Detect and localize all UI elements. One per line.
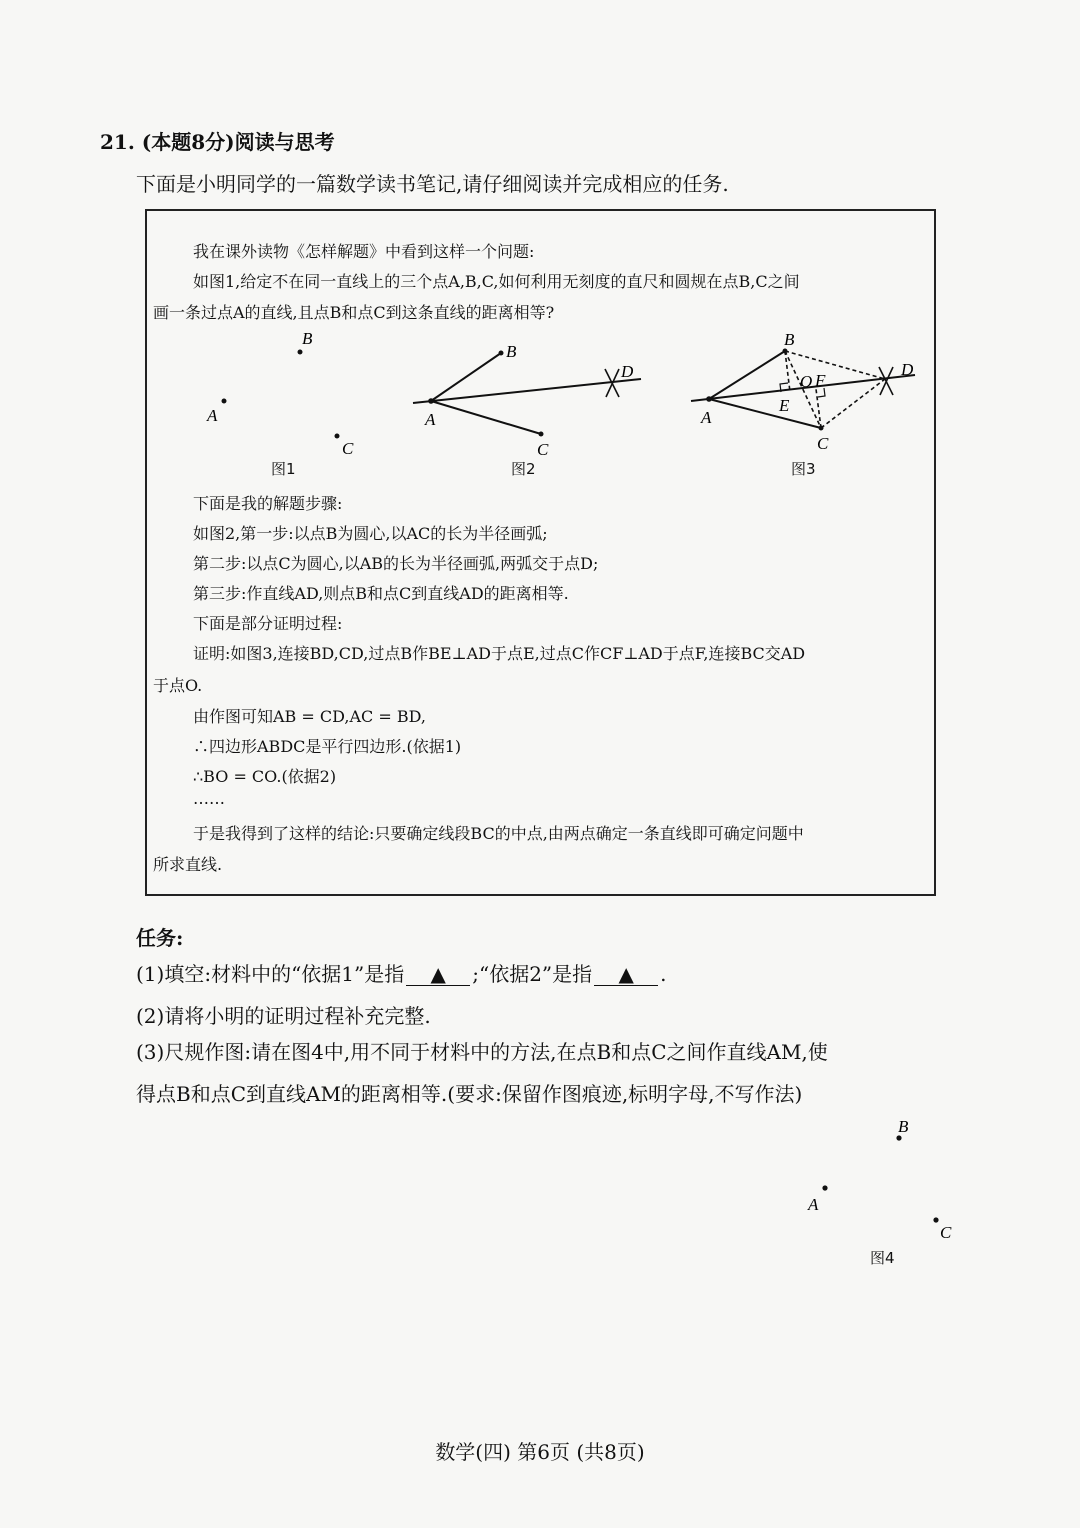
fig1-point-b: [298, 350, 303, 355]
fig1-label-a: A: [207, 406, 218, 425]
figure-3: [689, 329, 929, 454]
fig1-point-a: [222, 399, 227, 404]
proof-line3: ∴四边形ABDC是平行四边形.(依据1): [193, 737, 462, 756]
fig4-label-b: B: [898, 1117, 909, 1136]
proof-line1b: 于点O.: [153, 676, 203, 695]
tasks-heading: 任务:: [136, 926, 184, 950]
fig3-label-e: E: [779, 396, 790, 415]
page-footer: 数学(四) 第6页 (共8页): [435, 1440, 645, 1464]
fig1-label-b: B: [302, 329, 313, 348]
reading-note-box: [145, 209, 936, 896]
steps-intro: 下面是我的解题步骤:: [193, 494, 343, 513]
fig2-label-b: B: [506, 342, 517, 361]
task-1-prefix: (1)填空:材料中的“依据1”是指: [136, 962, 405, 986]
task-1: [136, 958, 667, 987]
fig4-point-b: [896, 1135, 901, 1140]
question-intro: 下面是小明同学的一篇数学读书笔记,请仔细阅读并完成相应的任务.: [136, 172, 729, 196]
fig3-point-a: [706, 396, 712, 402]
conclusion-line1: 于是我得到了这样的结论:只要确定线段BC的中点,由两点确定一条直线即可确定问题中: [193, 824, 804, 843]
fig2-point-c: [539, 432, 544, 437]
figure-1: [197, 329, 367, 474]
fig1-caption: 图1: [271, 460, 296, 478]
fig3-caption: 图3: [791, 460, 816, 478]
conclusion-line2: 所求直线.: [153, 855, 223, 874]
fig4-label-a: A: [808, 1195, 819, 1214]
proof-line2: 由作图可知AB = CD,AC = BD,: [193, 707, 426, 726]
step-1: 如图2,第一步:以点B为圆心,以AC的长为半径画弧;: [193, 524, 548, 543]
fig2-label-c: C: [537, 440, 549, 459]
task-2: (2)请将小明的证明过程补充完整.: [136, 1004, 431, 1028]
fig3-label-o: O: [800, 372, 813, 391]
fig3-label-d: D: [901, 360, 914, 379]
proof-line4: ∴BO = CO.(依据2): [193, 767, 337, 786]
step-3: 第三步:作直线AD,则点B和点C到直线AD的距离相等.: [193, 584, 569, 603]
answer-blank-2[interactable]: ▲: [594, 963, 658, 986]
fig2-caption: 图2: [511, 460, 536, 478]
answer-blank-1[interactable]: ▲: [406, 963, 470, 986]
task-3-line1: (3)尺规作图:请在图4中,用不同于材料中的方法,在点B和点C之间作直线AM,使: [136, 1040, 828, 1064]
fig2-point-b: [499, 351, 504, 356]
fig4-point-c: [933, 1217, 938, 1222]
fig1-point-c: [335, 434, 340, 439]
figure-2: [409, 339, 649, 459]
proof-ellipsis: ……: [193, 789, 225, 808]
fig3-label-a: A: [701, 408, 712, 427]
task-1-mid: ;“依据2”是指: [472, 962, 593, 986]
note-line2: 如图1,给定不在同一直线上的三个点A,B,C,如何利用无刻度的直尺和圆规在点B,C之间: [193, 272, 800, 291]
fig3-label-f: F: [815, 371, 826, 390]
note-line1: 我在课外读物《怎样解题》中看到这样一个问题:: [193, 242, 535, 261]
question-title: 21. (本题8分)阅读与思考: [100, 130, 335, 154]
fig4-caption: 图4: [870, 1249, 895, 1267]
fig3-point-c: [819, 426, 824, 431]
fig2-label-d: D: [621, 362, 634, 381]
task-3-line2: 得点B和点C到直线AM的距离相等.(要求:保留作图痕迹,标明字母,不写作法): [136, 1082, 803, 1106]
fig3-label-b: B: [784, 330, 795, 349]
fig3-label-c: C: [817, 434, 829, 453]
fig4-point-a: [822, 1185, 827, 1190]
fig3-point-b: [783, 349, 788, 354]
figure-4[interactable]: [800, 1110, 960, 1240]
fig1-label-c: C: [342, 439, 354, 458]
fig2-label-a: A: [425, 410, 436, 429]
task-1-end: .: [660, 962, 667, 986]
proof-intro: 下面是部分证明过程:: [193, 614, 343, 633]
fig4-label-c: C: [940, 1223, 952, 1240]
proof-line1: 证明:如图3,连接BD,CD,过点B作BE⊥AD于点E,过点C作CF⊥AD于点F,连接BC交AD: [193, 644, 806, 663]
fig2-point-a: [428, 398, 434, 404]
step-2: 第二步:以点C为圆心,以AB的长为半径画弧,两弧交于点D;: [193, 554, 599, 573]
note-line3: 画一条过点A的直线,且点B和点C到这条直线的距离相等?: [153, 303, 555, 322]
